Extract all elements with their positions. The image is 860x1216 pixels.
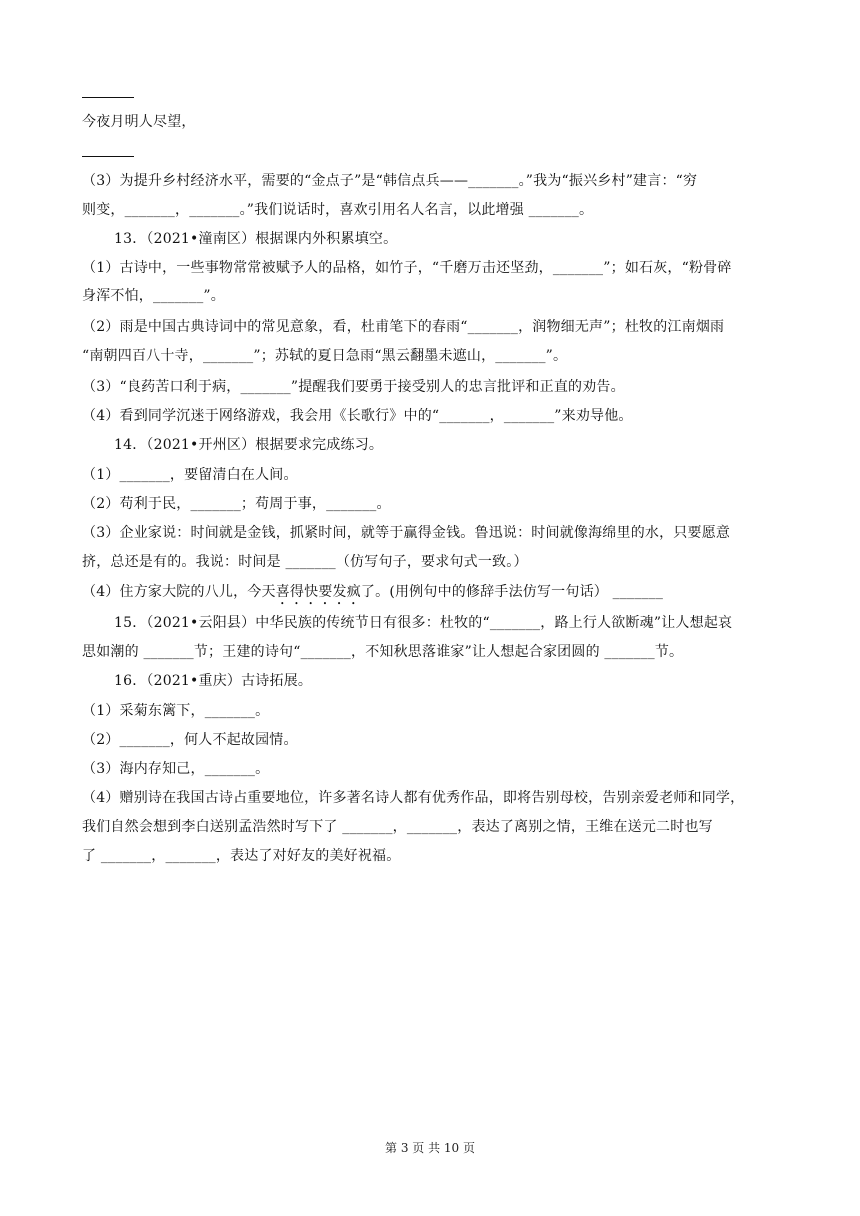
question-15-line-1: 15．（2021•云阳县）中华民族的传统节日有很多：杜牧的“_______，路上行人欲断魂”让人想起哀 bbox=[114, 615, 733, 631]
question-14-4-suffix: 了。(用例句中的修辞手法仿写一句话） _______ bbox=[360, 584, 664, 600]
emphasized-example-phrase: 喜得快要发疯 bbox=[275, 584, 361, 600]
question-13-2-line-2: “南朝四百八十寺，_______”；苏轼的夏日急雨“黑云翻墨未遮山，_______”。 bbox=[82, 348, 568, 364]
question-14-4 bbox=[82, 582, 782, 608]
page-footer: 第 3 页 共 10 页 bbox=[385, 1141, 475, 1155]
question-14-1: （1）_______，要留清白在人间。 bbox=[82, 467, 298, 483]
question-14-2: （2）苟利于民，_______；苟周于事，_______。 bbox=[82, 496, 391, 512]
answer-blank-line bbox=[82, 156, 134, 157]
question-13-2-line-1: （2）雨是中国古典诗词中的常见意象，看，杜甫笔下的春雨“_______，润物细无声”；杜牧的江南烟雨 bbox=[82, 319, 725, 335]
question-12-3-line-2: 则变，_______，_______。”我们说话时，喜欢引用名人名言，以此增强 _______。 bbox=[82, 202, 594, 218]
question-13-3: （3）“良药苦口利于病，_______”提醒我们要勇于接受别人的忠言批评和正直的劝告。 bbox=[82, 379, 625, 395]
question-14-title: 14．（2021•开州区）根据要求完成练习。 bbox=[114, 437, 384, 453]
question-16-1: （1）采菊东篱下，_______。 bbox=[82, 703, 270, 719]
question-15-line-2: 思如潮的 _______节；王建的诗句“_______，不知秋思落谁家”让人想起合家团圆的 _______节。 bbox=[82, 644, 684, 660]
question-13-4: （4）看到同学沉迷于网络游戏，我会用《长歌行》中的“_______，_______”来劝导他。 bbox=[82, 408, 633, 424]
question-16-2: （2）_______，何人不起故园情。 bbox=[82, 732, 298, 748]
question-14-3-line-2: 挤，总还是有的。我说：时间是 _______（仿写句子，要求句式一致。） bbox=[82, 554, 528, 570]
question-16-3: （3）海内存知己，_______。 bbox=[82, 761, 270, 777]
question-13-1-line-2: 身浑不怕，_______”。 bbox=[82, 288, 225, 304]
question-16-4-line-3: 了 _______，_______，表达了对好友的美好祝福。 bbox=[82, 848, 401, 864]
poem-line: 今夜月明人尽望， bbox=[82, 114, 196, 130]
answer-blank-line bbox=[82, 97, 134, 98]
question-16-4-line-2: 我们自然会想到李白送别孟浩然时写下了 _______，_______，表达了离别之情，王维在送元二时也写 bbox=[82, 819, 713, 835]
question-14-4-prefix: （4）住方家大院的八儿，今天 bbox=[82, 584, 276, 600]
question-16-title: 16．（2021•重庆）古诗拓展。 bbox=[114, 673, 313, 689]
question-14-3-line-1: （3）企业家说：时间就是金钱，抓紧时间，就等于赢得金钱。鲁迅说：时间就像海绵里的水，只要愿意 bbox=[82, 525, 731, 541]
question-16-4-line-1: （4）赠别诗在我国古诗占重要地位，许多著名诗人都有优秀作品，即将告别母校，告别亲爱老师和同学， bbox=[82, 790, 745, 806]
question-13-title: 13．（2021•潼南区）根据课内外积累填空。 bbox=[114, 231, 398, 247]
question-13-1-line-1: （1）古诗中，一些事物常常被赋予人的品格，如竹子，“千磨万击还坚劲，_______”；如石灰，“粉骨碎 bbox=[82, 260, 732, 276]
question-12-3-line-1: （3）为提升乡村经济水平，需要的“金点子”是“韩信点兵——_______。”我为“振兴乡村”建言：“穷 bbox=[82, 173, 698, 189]
